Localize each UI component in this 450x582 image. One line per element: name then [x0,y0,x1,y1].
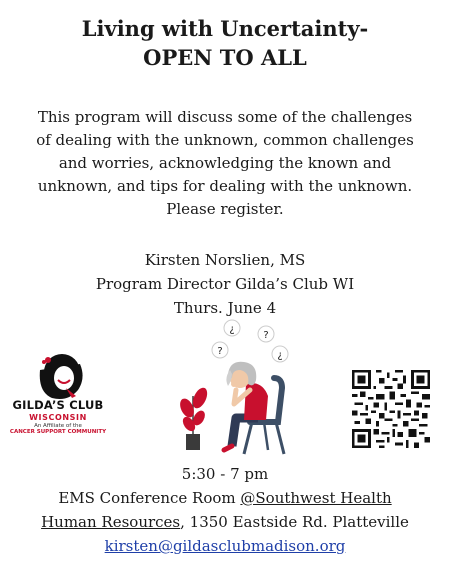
location-link[interactable]: @Southwest Health [240,489,392,507]
question-bubble: ? [263,330,269,341]
plant-pot [186,434,200,450]
event-location-line-2 [0,510,450,534]
title-line-2: OPEN TO ALL [143,45,307,70]
logo-community: CANCER SUPPORT COMMUNITY [9,429,107,435]
event-date: Thurs. June 4 [173,299,277,317]
location-prefix: EMS Conference Room [58,489,241,507]
program-description [22,106,428,221]
title-line-1: Living with Uncertainty- [81,16,369,41]
speaker-name: Kirsten Norslien, MS [144,251,306,269]
worried-woman-illustration [170,318,310,458]
logo-club-name: GILDA’S CLUB [12,398,104,412]
description-line: of dealing with the unknown, common challenges [36,131,414,149]
question-bubble: ? [217,346,223,357]
question-bubble: ¿ [277,350,283,361]
logo-text [6,398,110,435]
event-time: 5:30 - 7 pm [181,465,269,483]
description-line: This program will discuss some of the challenges [37,108,413,126]
event-details [0,462,450,558]
speaker-info [0,248,450,320]
qr-code-icon[interactable] [352,370,430,448]
logo-affiliate: An Affiliate of the [34,423,82,429]
flyer-title [0,14,450,72]
logo-state: WISCONSIN [29,413,87,422]
email-link[interactable]: kirsten@gildasclubmadison.org [104,537,346,555]
contact-email-line [0,534,450,558]
event-address: , 1350 Eastside Rd. Platteville [180,513,409,531]
speaker-role: Program Director Gilda’s Club WI [95,275,355,293]
event-location-line-1 [0,486,450,510]
description-line: Please register. [166,200,284,218]
description-line: and worries, acknowledging the known and [58,154,392,172]
description-line: unknown, and tips for dealing with the unknown. [37,177,413,195]
location-link[interactable]: Human Resources [41,513,181,531]
question-bubble: ¿ [229,324,235,335]
